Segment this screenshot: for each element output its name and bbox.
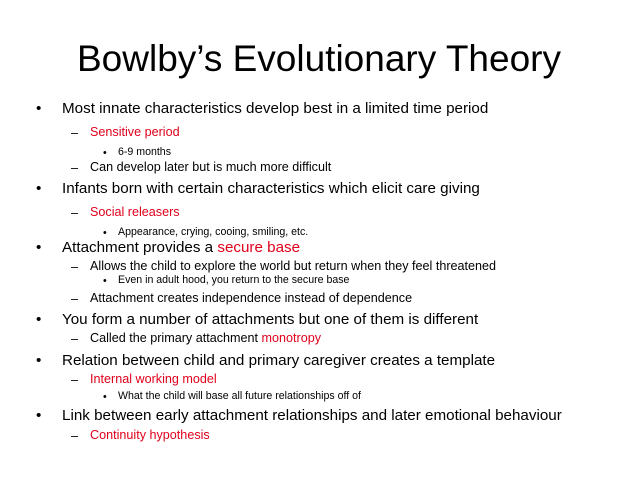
text-span: 6-9 months [118, 146, 171, 158]
bullet-marker-level-2: – [71, 292, 79, 306]
bullet-text-level-1 [62, 238, 300, 257]
text-span: Relation between child and primary caregiver creates a template [62, 352, 496, 369]
text-span: Allows the child to explore the world but return when they feel threatened [90, 259, 497, 273]
bullet-text-level-2 [90, 204, 180, 220]
slide-title: Bowlby’s Evolutionary Theory [77, 38, 561, 79]
text-span: Infants born with certain characteristics which elicit care giving [62, 180, 480, 197]
bullet-text-level-2 [90, 427, 210, 443]
highlighted-term: Internal working model [90, 372, 217, 386]
bullet-text-level-1 [62, 99, 488, 118]
bullet-text-level-2 [90, 290, 412, 306]
text-span: What the child will base all future relationships off of [118, 390, 361, 402]
text-span: Appearance, crying, cooing, smiling, etc. [118, 226, 309, 238]
bullet-marker-level-1: • [36, 180, 42, 197]
bullet-text-level-2 [90, 124, 180, 140]
text-span: Attachment provides a [62, 239, 218, 256]
bullet-text-level-1 [62, 179, 480, 198]
bullet-text-level-2 [90, 371, 217, 387]
bullet-marker-level-2: – [71, 332, 79, 346]
bullet-marker-level-3: • [103, 275, 107, 287]
bullet-text-level-2 [90, 258, 496, 274]
text-span: Link between early attachment relationships and later emotional behaviour [62, 407, 562, 424]
highlighted-term: Sensitive period [90, 125, 180, 139]
bullet-marker-level-2: – [71, 260, 79, 274]
text-span: Most innate characteristics develop best in a limited time period [62, 100, 489, 117]
bullet-text-level-2 [90, 330, 321, 346]
bullet-marker-level-2: – [71, 429, 79, 443]
text-span: Even in adult hood, you return to the secure base [118, 274, 350, 286]
bullet-text-level-3 [118, 225, 308, 239]
bullet-marker-level-2: – [71, 126, 79, 140]
bullet-marker-level-3: • [103, 227, 107, 239]
bullet-marker-level-1: • [36, 407, 42, 424]
highlighted-term: Continuity hypothesis [90, 428, 210, 442]
bullet-text-level-3 [118, 273, 349, 287]
bullet-marker-level-1: • [36, 100, 42, 117]
highlighted-term: Social releasers [90, 205, 180, 219]
bullet-marker-level-2: – [71, 373, 79, 387]
bullet-marker-level-1: • [36, 352, 42, 369]
bullet-text-level-1 [62, 406, 562, 425]
bullet-text-level-1 [62, 310, 478, 329]
bullet-text-level-3 [118, 389, 361, 403]
text-span: You form a number of attachments but one of them is different [62, 311, 479, 328]
bullet-marker-level-1: • [36, 311, 42, 328]
bullet-text-level-3 [118, 145, 171, 159]
highlighted-term: secure base [217, 239, 301, 256]
bullet-marker-level-2: – [71, 206, 79, 220]
bullet-marker-level-1: • [36, 239, 42, 256]
text-span: Called the primary attachment [90, 331, 262, 345]
bullet-marker-level-3: • [103, 147, 107, 159]
bullet-text-level-1 [62, 351, 495, 370]
bullet-text-level-2 [90, 159, 331, 175]
text-span: Attachment creates independence instead of dependence [90, 291, 413, 305]
bullet-marker-level-2: – [71, 161, 79, 175]
bullet-marker-level-3: • [103, 391, 107, 403]
text-span: Can develop later but is much more difficult [90, 160, 332, 174]
highlighted-term: monotropy [261, 331, 322, 345]
